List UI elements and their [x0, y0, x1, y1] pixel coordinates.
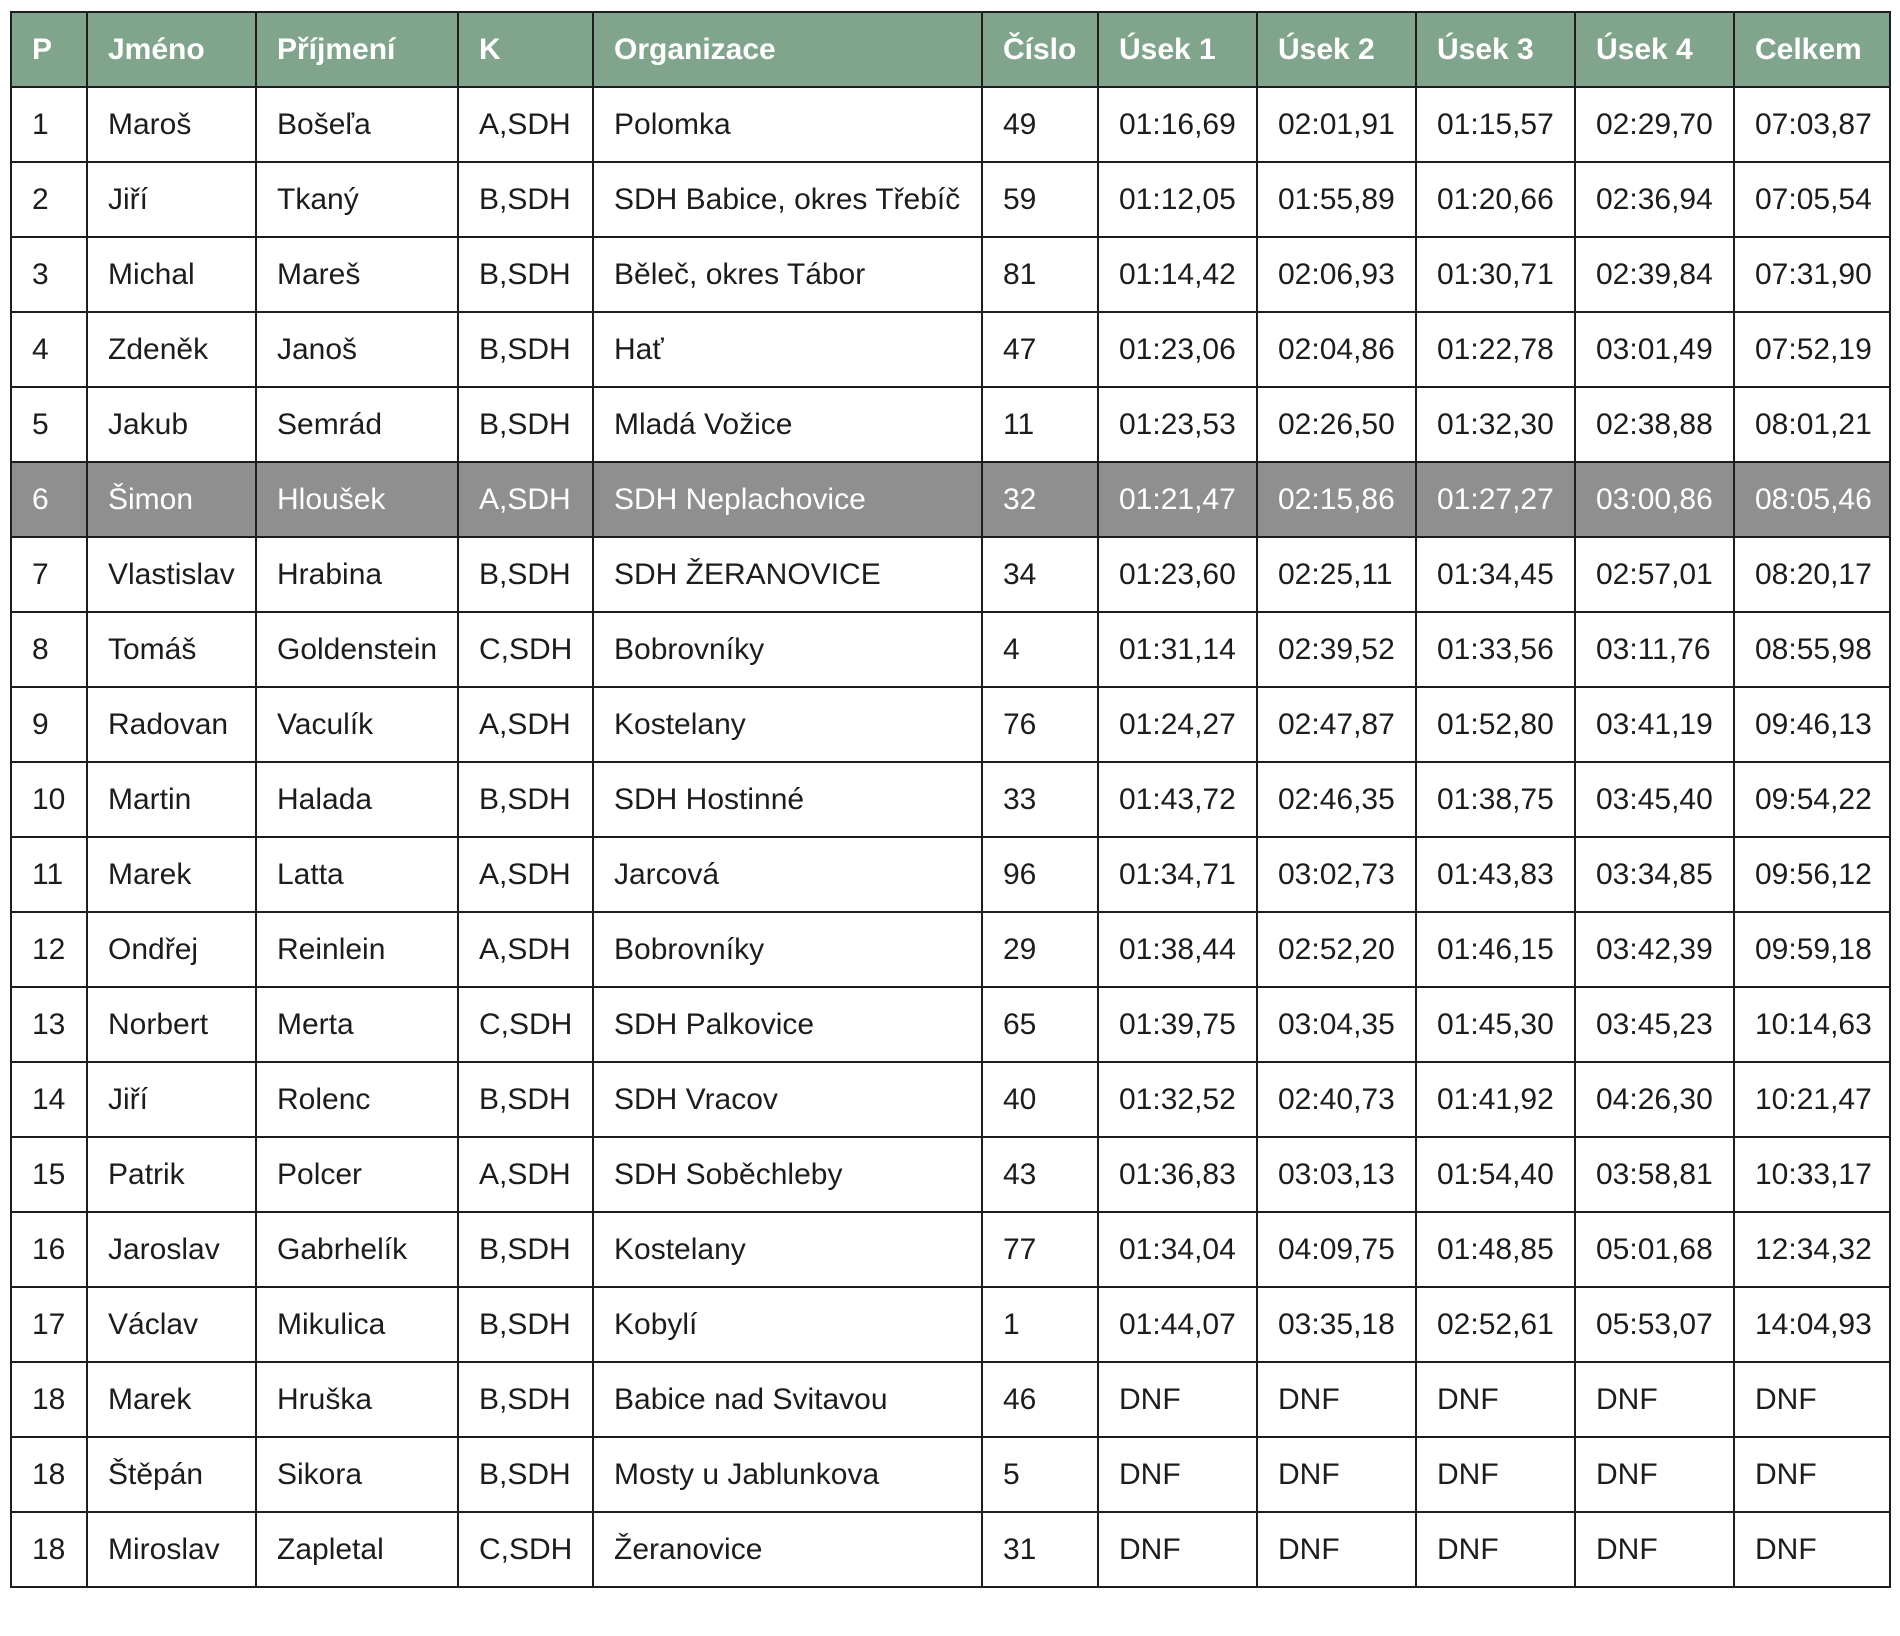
- cell-last-name: Mareš: [256, 237, 458, 312]
- table-row[interactable]: [11, 387, 1890, 462]
- cell-split-1: DNF: [1098, 1362, 1257, 1437]
- cell-number: 33: [982, 762, 1098, 837]
- table-row[interactable]: [11, 762, 1890, 837]
- cell-split-4: 03:42,39: [1575, 912, 1734, 987]
- table-row[interactable]: [11, 912, 1890, 987]
- cell-organization: SDH Vracov: [593, 1062, 982, 1137]
- cell-last-name: Halada: [256, 762, 458, 837]
- cell-split-3: 01:52,80: [1416, 687, 1575, 762]
- column-header-split-1[interactable]: Úsek 1: [1098, 12, 1257, 87]
- table-row[interactable]: [11, 1362, 1890, 1437]
- cell-category: C,SDH: [458, 612, 593, 687]
- cell-category: B,SDH: [458, 387, 593, 462]
- cell-split-1: 01:34,71: [1098, 837, 1257, 912]
- cell-split-4: 03:45,40: [1575, 762, 1734, 837]
- cell-total: 09:54,22: [1734, 762, 1890, 837]
- cell-last-name: Merta: [256, 987, 458, 1062]
- results-table-container: [10, 11, 1889, 1588]
- cell-category: A,SDH: [458, 837, 593, 912]
- cell-first-name: Jiří: [87, 162, 256, 237]
- cell-number: 65: [982, 987, 1098, 1062]
- table-row[interactable]: [11, 237, 1890, 312]
- cell-total: 08:20,17: [1734, 537, 1890, 612]
- cell-split-4: 02:38,88: [1575, 387, 1734, 462]
- table-row[interactable]: [11, 1062, 1890, 1137]
- cell-last-name: Hloušek: [256, 462, 458, 537]
- cell-split-2: 02:52,20: [1257, 912, 1416, 987]
- cell-category: A,SDH: [458, 1137, 593, 1212]
- cell-first-name: Zdeněk: [87, 312, 256, 387]
- cell-position: 14: [11, 1062, 87, 1137]
- cell-position: 4: [11, 312, 87, 387]
- cell-total: 08:05,46: [1734, 462, 1890, 537]
- cell-category: B,SDH: [458, 1362, 593, 1437]
- cell-position: 6: [11, 462, 87, 537]
- cell-split-4: 03:00,86: [1575, 462, 1734, 537]
- cell-organization: SDH Babice, okres Třebíč: [593, 162, 982, 237]
- table-row[interactable]: [11, 162, 1890, 237]
- cell-total: 07:31,90: [1734, 237, 1890, 312]
- cell-split-1: 01:36,83: [1098, 1137, 1257, 1212]
- cell-split-3: 02:52,61: [1416, 1287, 1575, 1362]
- table-body: [11, 87, 1890, 1587]
- cell-first-name: Vlastislav: [87, 537, 256, 612]
- cell-first-name: Martin: [87, 762, 256, 837]
- cell-total: 14:04,93: [1734, 1287, 1890, 1362]
- cell-split-2: 03:03,13: [1257, 1137, 1416, 1212]
- cell-split-2: DNF: [1257, 1362, 1416, 1437]
- cell-organization: SDH Palkovice: [593, 987, 982, 1062]
- cell-first-name: Norbert: [87, 987, 256, 1062]
- cell-split-1: 01:39,75: [1098, 987, 1257, 1062]
- header-row: [11, 12, 1890, 87]
- cell-split-1: DNF: [1098, 1437, 1257, 1512]
- table-row[interactable]: [11, 1512, 1890, 1587]
- cell-split-4: 02:29,70: [1575, 87, 1734, 162]
- cell-position: 13: [11, 987, 87, 1062]
- cell-split-3: 01:43,83: [1416, 837, 1575, 912]
- cell-first-name: Ondřej: [87, 912, 256, 987]
- cell-organization: SDH Neplachovice: [593, 462, 982, 537]
- cell-split-1: 01:34,04: [1098, 1212, 1257, 1287]
- table-row[interactable]: [11, 987, 1890, 1062]
- results-table: [10, 11, 1891, 1588]
- cell-number: 11: [982, 387, 1098, 462]
- cell-split-2: DNF: [1257, 1512, 1416, 1587]
- cell-last-name: Reinlein: [256, 912, 458, 987]
- cell-organization: Jarcová: [593, 837, 982, 912]
- column-header-number[interactable]: Číslo: [982, 12, 1098, 87]
- cell-split-2: 03:02,73: [1257, 837, 1416, 912]
- cell-number: 46: [982, 1362, 1098, 1437]
- cell-position: 7: [11, 537, 87, 612]
- cell-split-2: 01:55,89: [1257, 162, 1416, 237]
- cell-organization: Hať: [593, 312, 982, 387]
- cell-split-4: DNF: [1575, 1512, 1734, 1587]
- cell-split-3: 01:46,15: [1416, 912, 1575, 987]
- cell-number: 32: [982, 462, 1098, 537]
- table-header: [11, 12, 1890, 87]
- cell-number: 31: [982, 1512, 1098, 1587]
- cell-split-1: 01:24,27: [1098, 687, 1257, 762]
- cell-split-4: 03:45,23: [1575, 987, 1734, 1062]
- cell-last-name: Latta: [256, 837, 458, 912]
- cell-number: 1: [982, 1287, 1098, 1362]
- cell-total: 07:52,19: [1734, 312, 1890, 387]
- cell-split-3: 01:32,30: [1416, 387, 1575, 462]
- cell-split-2: 02:47,87: [1257, 687, 1416, 762]
- cell-split-1: 01:21,47: [1098, 462, 1257, 537]
- cell-organization: Babice nad Svitavou: [593, 1362, 982, 1437]
- column-header-position[interactable]: P: [11, 12, 87, 87]
- cell-split-4: DNF: [1575, 1362, 1734, 1437]
- cell-split-4: 03:01,49: [1575, 312, 1734, 387]
- cell-split-1: 01:31,14: [1098, 612, 1257, 687]
- table-row[interactable]: [11, 1287, 1890, 1362]
- cell-number: 43: [982, 1137, 1098, 1212]
- cell-split-2: 02:39,52: [1257, 612, 1416, 687]
- cell-position: 16: [11, 1212, 87, 1287]
- cell-number: 5: [982, 1437, 1098, 1512]
- cell-position: 17: [11, 1287, 87, 1362]
- cell-split-2: 02:01,91: [1257, 87, 1416, 162]
- cell-split-2: 02:26,50: [1257, 387, 1416, 462]
- cell-number: 76: [982, 687, 1098, 762]
- cell-split-2: 02:40,73: [1257, 1062, 1416, 1137]
- cell-split-1: DNF: [1098, 1512, 1257, 1587]
- cell-number: 34: [982, 537, 1098, 612]
- cell-split-3: 01:27,27: [1416, 462, 1575, 537]
- cell-category: A,SDH: [458, 87, 593, 162]
- cell-first-name: Štěpán: [87, 1437, 256, 1512]
- cell-split-3: DNF: [1416, 1362, 1575, 1437]
- cell-number: 47: [982, 312, 1098, 387]
- cell-split-4: 03:11,76: [1575, 612, 1734, 687]
- cell-last-name: Goldenstein: [256, 612, 458, 687]
- cell-position: 9: [11, 687, 87, 762]
- cell-split-3: 01:54,40: [1416, 1137, 1575, 1212]
- cell-split-3: 01:34,45: [1416, 537, 1575, 612]
- cell-first-name: Marek: [87, 1362, 256, 1437]
- cell-number: 49: [982, 87, 1098, 162]
- cell-total: 07:03,87: [1734, 87, 1890, 162]
- cell-split-1: 01:16,69: [1098, 87, 1257, 162]
- cell-last-name: Tkaný: [256, 162, 458, 237]
- cell-last-name: Gabrhelík: [256, 1212, 458, 1287]
- column-header-category[interactable]: K: [458, 12, 593, 87]
- cell-total: 09:46,13: [1734, 687, 1890, 762]
- cell-total: DNF: [1734, 1437, 1890, 1512]
- cell-position: 15: [11, 1137, 87, 1212]
- cell-organization: Žeranovice: [593, 1512, 982, 1587]
- cell-first-name: Michal: [87, 237, 256, 312]
- cell-split-3: 01:15,57: [1416, 87, 1575, 162]
- cell-first-name: Václav: [87, 1287, 256, 1362]
- cell-category: B,SDH: [458, 1212, 593, 1287]
- cell-position: 2: [11, 162, 87, 237]
- cell-first-name: Marek: [87, 837, 256, 912]
- cell-last-name: Mikulica: [256, 1287, 458, 1362]
- cell-split-3: DNF: [1416, 1437, 1575, 1512]
- cell-split-1: 01:23,60: [1098, 537, 1257, 612]
- cell-last-name: Zapletal: [256, 1512, 458, 1587]
- cell-split-2: 03:35,18: [1257, 1287, 1416, 1362]
- table-row[interactable]: [11, 1212, 1890, 1287]
- cell-total: 07:05,54: [1734, 162, 1890, 237]
- cell-number: 40: [982, 1062, 1098, 1137]
- cell-split-1: 01:23,06: [1098, 312, 1257, 387]
- cell-total: DNF: [1734, 1362, 1890, 1437]
- column-header-split-3[interactable]: Úsek 3: [1416, 12, 1575, 87]
- cell-split-2: DNF: [1257, 1437, 1416, 1512]
- cell-organization: Bobrovníky: [593, 912, 982, 987]
- cell-split-1: 01:44,07: [1098, 1287, 1257, 1362]
- cell-total: 08:55,98: [1734, 612, 1890, 687]
- cell-split-4: 02:57,01: [1575, 537, 1734, 612]
- cell-split-3: 01:30,71: [1416, 237, 1575, 312]
- table-row[interactable]: [11, 87, 1890, 162]
- cell-category: A,SDH: [458, 912, 593, 987]
- cell-last-name: Rolenc: [256, 1062, 458, 1137]
- column-header-first-name[interactable]: Jméno: [87, 12, 256, 87]
- cell-total: 12:34,32: [1734, 1212, 1890, 1287]
- cell-position: 11: [11, 837, 87, 912]
- table-row[interactable]: [11, 1437, 1890, 1512]
- column-header-split-4[interactable]: Úsek 4: [1575, 12, 1734, 87]
- cell-split-2: 03:04,35: [1257, 987, 1416, 1062]
- cell-organization: Mladá Vožice: [593, 387, 982, 462]
- cell-split-4: 05:53,07: [1575, 1287, 1734, 1362]
- cell-split-4: 02:39,84: [1575, 237, 1734, 312]
- cell-organization: SDH ŽERANOVICE: [593, 537, 982, 612]
- cell-number: 81: [982, 237, 1098, 312]
- cell-position: 12: [11, 912, 87, 987]
- cell-split-2: 02:04,86: [1257, 312, 1416, 387]
- cell-category: B,SDH: [458, 312, 593, 387]
- cell-total: 09:59,18: [1734, 912, 1890, 987]
- cell-total: 10:21,47: [1734, 1062, 1890, 1137]
- cell-position: 18: [11, 1512, 87, 1587]
- cell-last-name: Hruška: [256, 1362, 458, 1437]
- cell-last-name: Hrabina: [256, 537, 458, 612]
- cell-organization: Běleč, okres Tábor: [593, 237, 982, 312]
- table-row[interactable]: [11, 537, 1890, 612]
- cell-first-name: Jiří: [87, 1062, 256, 1137]
- cell-organization: Kobylí: [593, 1287, 982, 1362]
- cell-split-4: 05:01,68: [1575, 1212, 1734, 1287]
- cell-organization: SDH Soběchleby: [593, 1137, 982, 1212]
- cell-split-1: 01:38,44: [1098, 912, 1257, 987]
- table-row[interactable]: [11, 462, 1890, 537]
- cell-split-4: 03:34,85: [1575, 837, 1734, 912]
- cell-last-name: Sikora: [256, 1437, 458, 1512]
- cell-split-4: 03:58,81: [1575, 1137, 1734, 1212]
- cell-split-4: 03:41,19: [1575, 687, 1734, 762]
- cell-first-name: Maroš: [87, 87, 256, 162]
- cell-number: 77: [982, 1212, 1098, 1287]
- cell-split-3: 01:38,75: [1416, 762, 1575, 837]
- cell-split-3: 01:20,66: [1416, 162, 1575, 237]
- cell-first-name: Jakub: [87, 387, 256, 462]
- column-header-organization[interactable]: Organizace: [593, 12, 982, 87]
- cell-last-name: Polcer: [256, 1137, 458, 1212]
- cell-total: 10:33,17: [1734, 1137, 1890, 1212]
- cell-split-3: 01:41,92: [1416, 1062, 1575, 1137]
- cell-category: C,SDH: [458, 987, 593, 1062]
- cell-category: A,SDH: [458, 687, 593, 762]
- cell-category: B,SDH: [458, 537, 593, 612]
- cell-last-name: Janoš: [256, 312, 458, 387]
- cell-last-name: Vaculík: [256, 687, 458, 762]
- cell-split-2: 02:46,35: [1257, 762, 1416, 837]
- cell-organization: Bobrovníky: [593, 612, 982, 687]
- cell-category: B,SDH: [458, 762, 593, 837]
- cell-split-3: 01:33,56: [1416, 612, 1575, 687]
- cell-split-4: 04:26,30: [1575, 1062, 1734, 1137]
- cell-position: 3: [11, 237, 87, 312]
- cell-position: 10: [11, 762, 87, 837]
- table-row[interactable]: [11, 1137, 1890, 1212]
- table-row[interactable]: [11, 612, 1890, 687]
- cell-split-1: 01:23,53: [1098, 387, 1257, 462]
- cell-split-2: 02:15,86: [1257, 462, 1416, 537]
- table-row[interactable]: [11, 687, 1890, 762]
- cell-organization: SDH Hostinné: [593, 762, 982, 837]
- cell-organization: Kostelany: [593, 687, 982, 762]
- cell-organization: Polomka: [593, 87, 982, 162]
- cell-first-name: Patrik: [87, 1137, 256, 1212]
- column-header-split-2[interactable]: Úsek 2: [1257, 12, 1416, 87]
- cell-position: 5: [11, 387, 87, 462]
- cell-number: 96: [982, 837, 1098, 912]
- table-row[interactable]: [11, 312, 1890, 387]
- cell-split-1: 01:14,42: [1098, 237, 1257, 312]
- cell-position: 1: [11, 87, 87, 162]
- table-row[interactable]: [11, 837, 1890, 912]
- cell-total: 09:56,12: [1734, 837, 1890, 912]
- cell-category: B,SDH: [458, 1287, 593, 1362]
- cell-first-name: Miroslav: [87, 1512, 256, 1587]
- cell-split-3: 01:22,78: [1416, 312, 1575, 387]
- cell-position: 18: [11, 1437, 87, 1512]
- cell-first-name: Jaroslav: [87, 1212, 256, 1287]
- cell-organization: Mosty u Jablunkova: [593, 1437, 982, 1512]
- cell-split-2: 04:09,75: [1257, 1212, 1416, 1287]
- cell-category: B,SDH: [458, 1437, 593, 1512]
- column-header-last-name[interactable]: Příjmení: [256, 12, 458, 87]
- cell-last-name: Bošeľa: [256, 87, 458, 162]
- cell-category: A,SDH: [458, 462, 593, 537]
- cell-split-3: DNF: [1416, 1512, 1575, 1587]
- cell-total: 10:14,63: [1734, 987, 1890, 1062]
- cell-position: 8: [11, 612, 87, 687]
- column-header-total[interactable]: Celkem: [1734, 12, 1890, 87]
- cell-category: B,SDH: [458, 237, 593, 312]
- cell-first-name: Tomáš: [87, 612, 256, 687]
- cell-split-2: 02:06,93: [1257, 237, 1416, 312]
- cell-position: 18: [11, 1362, 87, 1437]
- cell-category: B,SDH: [458, 1062, 593, 1137]
- cell-first-name: Radovan: [87, 687, 256, 762]
- cell-split-3: 01:48,85: [1416, 1212, 1575, 1287]
- cell-first-name: Šimon: [87, 462, 256, 537]
- cell-last-name: Semrád: [256, 387, 458, 462]
- cell-split-1: 01:43,72: [1098, 762, 1257, 837]
- cell-split-1: 01:32,52: [1098, 1062, 1257, 1137]
- cell-split-3: 01:45,30: [1416, 987, 1575, 1062]
- cell-number: 29: [982, 912, 1098, 987]
- cell-split-4: DNF: [1575, 1437, 1734, 1512]
- cell-category: C,SDH: [458, 1512, 593, 1587]
- cell-split-2: 02:25,11: [1257, 537, 1416, 612]
- cell-split-1: 01:12,05: [1098, 162, 1257, 237]
- cell-number: 4: [982, 612, 1098, 687]
- cell-organization: Kostelany: [593, 1212, 982, 1287]
- cell-total: DNF: [1734, 1512, 1890, 1587]
- cell-total: 08:01,21: [1734, 387, 1890, 462]
- cell-category: B,SDH: [458, 162, 593, 237]
- cell-split-4: 02:36,94: [1575, 162, 1734, 237]
- cell-number: 59: [982, 162, 1098, 237]
